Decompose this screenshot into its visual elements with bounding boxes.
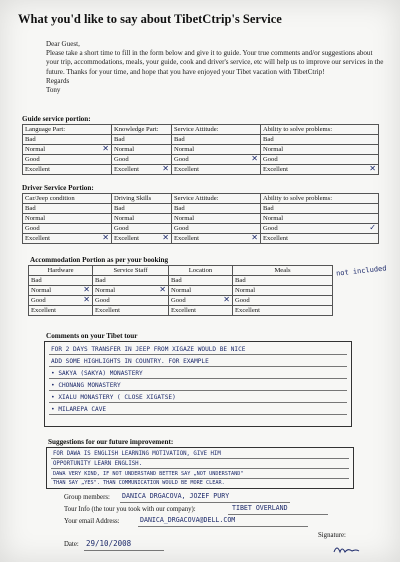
rating-cell[interactable]: Excellent bbox=[261, 234, 379, 244]
driver-header-attitude: Service Attitude: bbox=[172, 194, 261, 204]
check-mark-icon: ✕ bbox=[251, 233, 258, 242]
rating-cell[interactable]: Good bbox=[93, 296, 169, 306]
comment-line: • CHONANG MONASTERY bbox=[51, 382, 121, 389]
rating-cell[interactable]: Normal bbox=[261, 145, 379, 155]
rating-cell[interactable]: Excellent bbox=[29, 306, 93, 316]
guide-section-title: Guide service portion: bbox=[22, 115, 91, 123]
accommodation-header-location: Location bbox=[169, 266, 233, 276]
rating-cell[interactable]: Good bbox=[112, 155, 172, 165]
rating-cell[interactable]: Excellent ✕ bbox=[112, 234, 172, 244]
rating-cell[interactable]: Excellent bbox=[23, 165, 112, 175]
date-label: Date: bbox=[64, 541, 79, 548]
regards: Regards bbox=[46, 76, 70, 85]
check-mark-icon: ✕ bbox=[223, 295, 230, 304]
check-mark-icon: ✕ bbox=[102, 144, 109, 153]
guide-header-knowledge: Knowledge Part: bbox=[112, 125, 172, 135]
check-mark-icon: ✕ bbox=[369, 164, 376, 173]
rating-cell[interactable]: Excellent ✕ bbox=[112, 165, 172, 175]
rating-cell[interactable]: Excellent bbox=[169, 306, 233, 316]
check-mark-icon: ✕ bbox=[83, 295, 90, 304]
rating-cell[interactable]: Good bbox=[233, 296, 333, 306]
rating-cell[interactable]: Normal bbox=[112, 145, 172, 155]
guide-header-ability: Ability to solve problems: bbox=[261, 125, 379, 135]
rating-cell[interactable]: Normal ✕ bbox=[29, 286, 93, 296]
comment-line: • SAKYA (SAKYA) MONASTERY bbox=[51, 370, 143, 377]
driver-rating-table bbox=[22, 193, 379, 244]
suggestions-textarea[interactable] bbox=[46, 447, 354, 489]
accommodation-section-title: Accommodation Portion as per your booking bbox=[30, 256, 169, 264]
check-mark-icon: ✓ bbox=[369, 223, 376, 232]
rating-cell[interactable]: Bad bbox=[172, 135, 261, 145]
rating-cell[interactable]: Good bbox=[172, 224, 261, 234]
accommodation-rating-table bbox=[28, 265, 333, 316]
driver-header-ability: Ability to solve problems: bbox=[261, 194, 379, 204]
rating-cell[interactable]: Bad bbox=[169, 276, 233, 286]
comment-line: FOR 2 DAYS TRANSFER IN JEEP FROM XIGAZE WOULD BE NICE bbox=[51, 346, 246, 353]
driver-header-car: Car/Jeep condition bbox=[23, 194, 112, 204]
rating-cell[interactable]: Normal bbox=[233, 286, 333, 296]
check-mark-icon: ✕ bbox=[162, 233, 169, 242]
rating-cell[interactable]: Excellent ✕ bbox=[261, 165, 379, 175]
comment-line: ADD SOME HIGHLIGHTS IN COUNTRY. FOR EXAMPLE bbox=[51, 358, 209, 365]
rating-cell[interactable]: Normal bbox=[112, 214, 172, 224]
email-value[interactable]: DANICA_DRGACOVA@DELL.COM bbox=[140, 516, 236, 524]
check-mark-icon: ✕ bbox=[102, 233, 109, 242]
check-mark-icon: ✕ bbox=[83, 285, 90, 294]
rating-cell[interactable]: Normal bbox=[172, 145, 261, 155]
rating-cell[interactable]: Good ✕ bbox=[172, 155, 261, 165]
rating-cell[interactable]: Good bbox=[261, 155, 379, 165]
rating-cell[interactable]: Good ✓ bbox=[261, 224, 379, 234]
suggestion-line: OPPORTUNITY LEARN ENGLISH. bbox=[53, 461, 143, 467]
driver-header-skills: Driving Skills bbox=[112, 194, 172, 204]
rating-cell[interactable]: Bad bbox=[23, 204, 112, 214]
rating-cell[interactable]: Excellent bbox=[233, 306, 333, 316]
form-title: What you'd like to say about TibetCtrip's Service bbox=[18, 12, 282, 26]
tour-info-label: Tour Info (the tour you took with our company): bbox=[64, 506, 196, 513]
intro-text bbox=[46, 40, 386, 95]
rating-cell[interactable]: Good ✕ bbox=[29, 296, 93, 306]
group-members-value[interactable]: DANICA DRGACOVA, JOZEF PURY bbox=[122, 492, 230, 500]
guide-header-language: Language Part: bbox=[23, 125, 112, 135]
rating-cell[interactable]: Normal bbox=[172, 214, 261, 224]
tour-info-value[interactable]: TIBET OVERLAND bbox=[232, 504, 288, 512]
comment-line: • XIALU MONASTERY ( CLOSE XIGATSE) bbox=[51, 394, 176, 401]
rating-cell[interactable]: Good bbox=[23, 155, 112, 165]
date-value[interactable]: 29/10/2008 bbox=[86, 539, 132, 548]
intro-body: Please take a short time to fill in the form below and give it to guide. Your true comments and/or suggestions about your trip, accommodations, meals, your guide, cook and driver's service, etc will help us to improve our services in the future. Thanks for your time, and hope that you have enjoyed your Tibet vacation with TibetCtrip! bbox=[46, 49, 384, 76]
suggestion-line: THAN SAY „YES". THAN COMMUNICATION WOULD BE MORE CLEAR. bbox=[53, 480, 225, 486]
rating-cell[interactable]: Normal bbox=[23, 214, 112, 224]
suggestion-line: DAWA VERY KIND, IF NOT UNDERSTAND BETTER SAY „NOT UNDERSTAND" bbox=[53, 471, 244, 477]
check-mark-icon: ✕ bbox=[159, 285, 166, 294]
rating-cell[interactable]: Bad bbox=[172, 204, 261, 214]
rating-cell[interactable]: Bad bbox=[261, 204, 379, 214]
suggestions-section-title: Suggestions for our future improvement: bbox=[48, 438, 174, 446]
suggestion-line: FOR DAWA IS ENGLISH LEARNING MOTIVATION, GIVE HIM bbox=[53, 451, 221, 457]
accommodation-header-hardware: Hardware bbox=[29, 266, 93, 276]
rating-cell[interactable]: Bad bbox=[112, 204, 172, 214]
group-members-label: Group members: bbox=[64, 494, 110, 501]
rating-cell[interactable]: Normal ✕ bbox=[93, 286, 169, 296]
greeting: Dear Guest, bbox=[46, 40, 80, 48]
rating-cell[interactable]: Excellent bbox=[172, 165, 261, 175]
email-label: Your email Address: bbox=[64, 518, 120, 525]
rating-cell[interactable]: Normal ✕ bbox=[23, 145, 112, 155]
accommodation-header-staff: Service Staff bbox=[93, 266, 169, 276]
signoff-name: Tony bbox=[46, 86, 61, 95]
rating-cell[interactable]: Bad bbox=[233, 276, 333, 286]
comments-textarea[interactable] bbox=[44, 341, 352, 427]
rating-cell[interactable]: Excellent bbox=[93, 306, 169, 316]
check-mark-icon: ✕ bbox=[251, 154, 258, 163]
guide-header-attitude: Service Attitude: bbox=[172, 125, 261, 135]
rating-cell[interactable]: Good bbox=[23, 224, 112, 234]
comments-section-title: Comments on your Tibet tour bbox=[46, 332, 138, 340]
rating-cell[interactable]: Excellent ✕ bbox=[172, 234, 261, 244]
rating-cell[interactable]: Bad bbox=[93, 276, 169, 286]
not-included-note: not included bbox=[335, 264, 387, 278]
rating-cell[interactable]: Bad bbox=[112, 135, 172, 145]
rating-cell[interactable]: Bad bbox=[29, 276, 93, 286]
guide-rating-table bbox=[22, 124, 379, 175]
rating-cell[interactable]: Normal bbox=[169, 286, 233, 296]
comment-line: • MILAREPA CAVE bbox=[51, 406, 107, 413]
rating-cell[interactable]: Bad bbox=[23, 135, 112, 145]
signature-label: Signature: bbox=[318, 532, 346, 539]
rating-cell[interactable]: Excellent ✕ bbox=[23, 234, 112, 244]
driver-section-title: Driver Service Portion: bbox=[22, 184, 94, 192]
rating-cell[interactable]: Normal bbox=[261, 214, 379, 224]
rating-cell[interactable]: Bad bbox=[261, 135, 379, 145]
signature-scribble[interactable] bbox=[332, 542, 362, 556]
check-mark-icon: ✕ bbox=[162, 164, 169, 173]
accommodation-header-meals: Meals bbox=[233, 266, 333, 276]
rating-cell[interactable]: Good bbox=[112, 224, 172, 234]
rating-cell[interactable]: Good ✕ bbox=[169, 296, 233, 306]
